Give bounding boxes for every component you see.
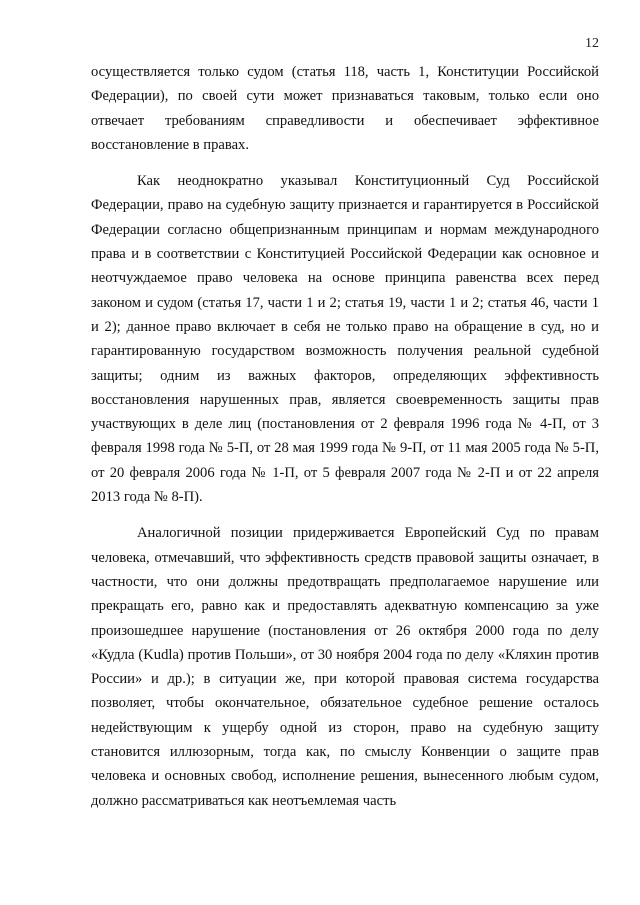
- page-number: 12: [585, 36, 599, 51]
- paragraph-constitutional-court: Как неоднократно указывал Конституционный Суд Российской Федерации, право на судебную защиту признается и гарантируется в Российской Федерации согласно общепризнанным принципам и нормам международного права и в соответствии с Конституцией Российской Федерации как основное и неотчуждаемое право человека на основе принципа равенства всех перед законом и судом (статья 17, части 1 и 2; статья 19, части 1 и 2; статья 46, части 1 и 2); данное право включает в себя не только право на обращение в суд, но и гарантированную государством возможность получения реальной судебной защиты; одним из важных факторов, определяющих эффективность восстановления нарушенных прав, является своевременность защиты прав участвующих в деле лиц (постановления от 2 февраля 1996 года № 4-П, от 3 февраля 1998 года № 5-П, от 28 мая 1999 года № 9-П, от 11 мая 2005 года № 5-П, от 20 февраля 2006 года № 1-П, от 5 февраля 2007 года № 2-П и от 22 апреля 2013 года № 8-П).: [91, 173, 599, 506]
- paragraph-european-court: Аналогичной позиции придерживается Европейский Суд по правам человека, отмечавший, что эффективность средств правовой защиты означает, в частности, что они должны предотвращать предполагаемое нарушение или прекращать его, равно как и предоставлять адекватную компенсацию за уже произошедшее нарушение (постановления от 26 октября 2000 года по делу «Кудла (Kudla) против Польши», от 30 ноября 2004 года по делу «Кляхин против России» и др.); в ситуации же, при которой правовая система государства позволяет, чтобы окончательное, обязательное судебное решение осталось недействующим к ущербу одной из сторон, право на судебную защиту становится иллюзорным, тогда как, по смыслу Конвенции о защите прав человека и основных свобод, исполнение решения, вынесенного любым судом, должно рассматриваться как неотъемлемая часть: [91, 525, 599, 809]
- document-body: [91, 60, 599, 813]
- paragraph-continuation: осуществляется только судом (статья 118, часть 1, Конституции Российской Федерации), по своей сути может признаваться таковым, только если оно отвечает требованиям справедливости и обеспечивает эффективное восстановление в правах.: [91, 64, 599, 153]
